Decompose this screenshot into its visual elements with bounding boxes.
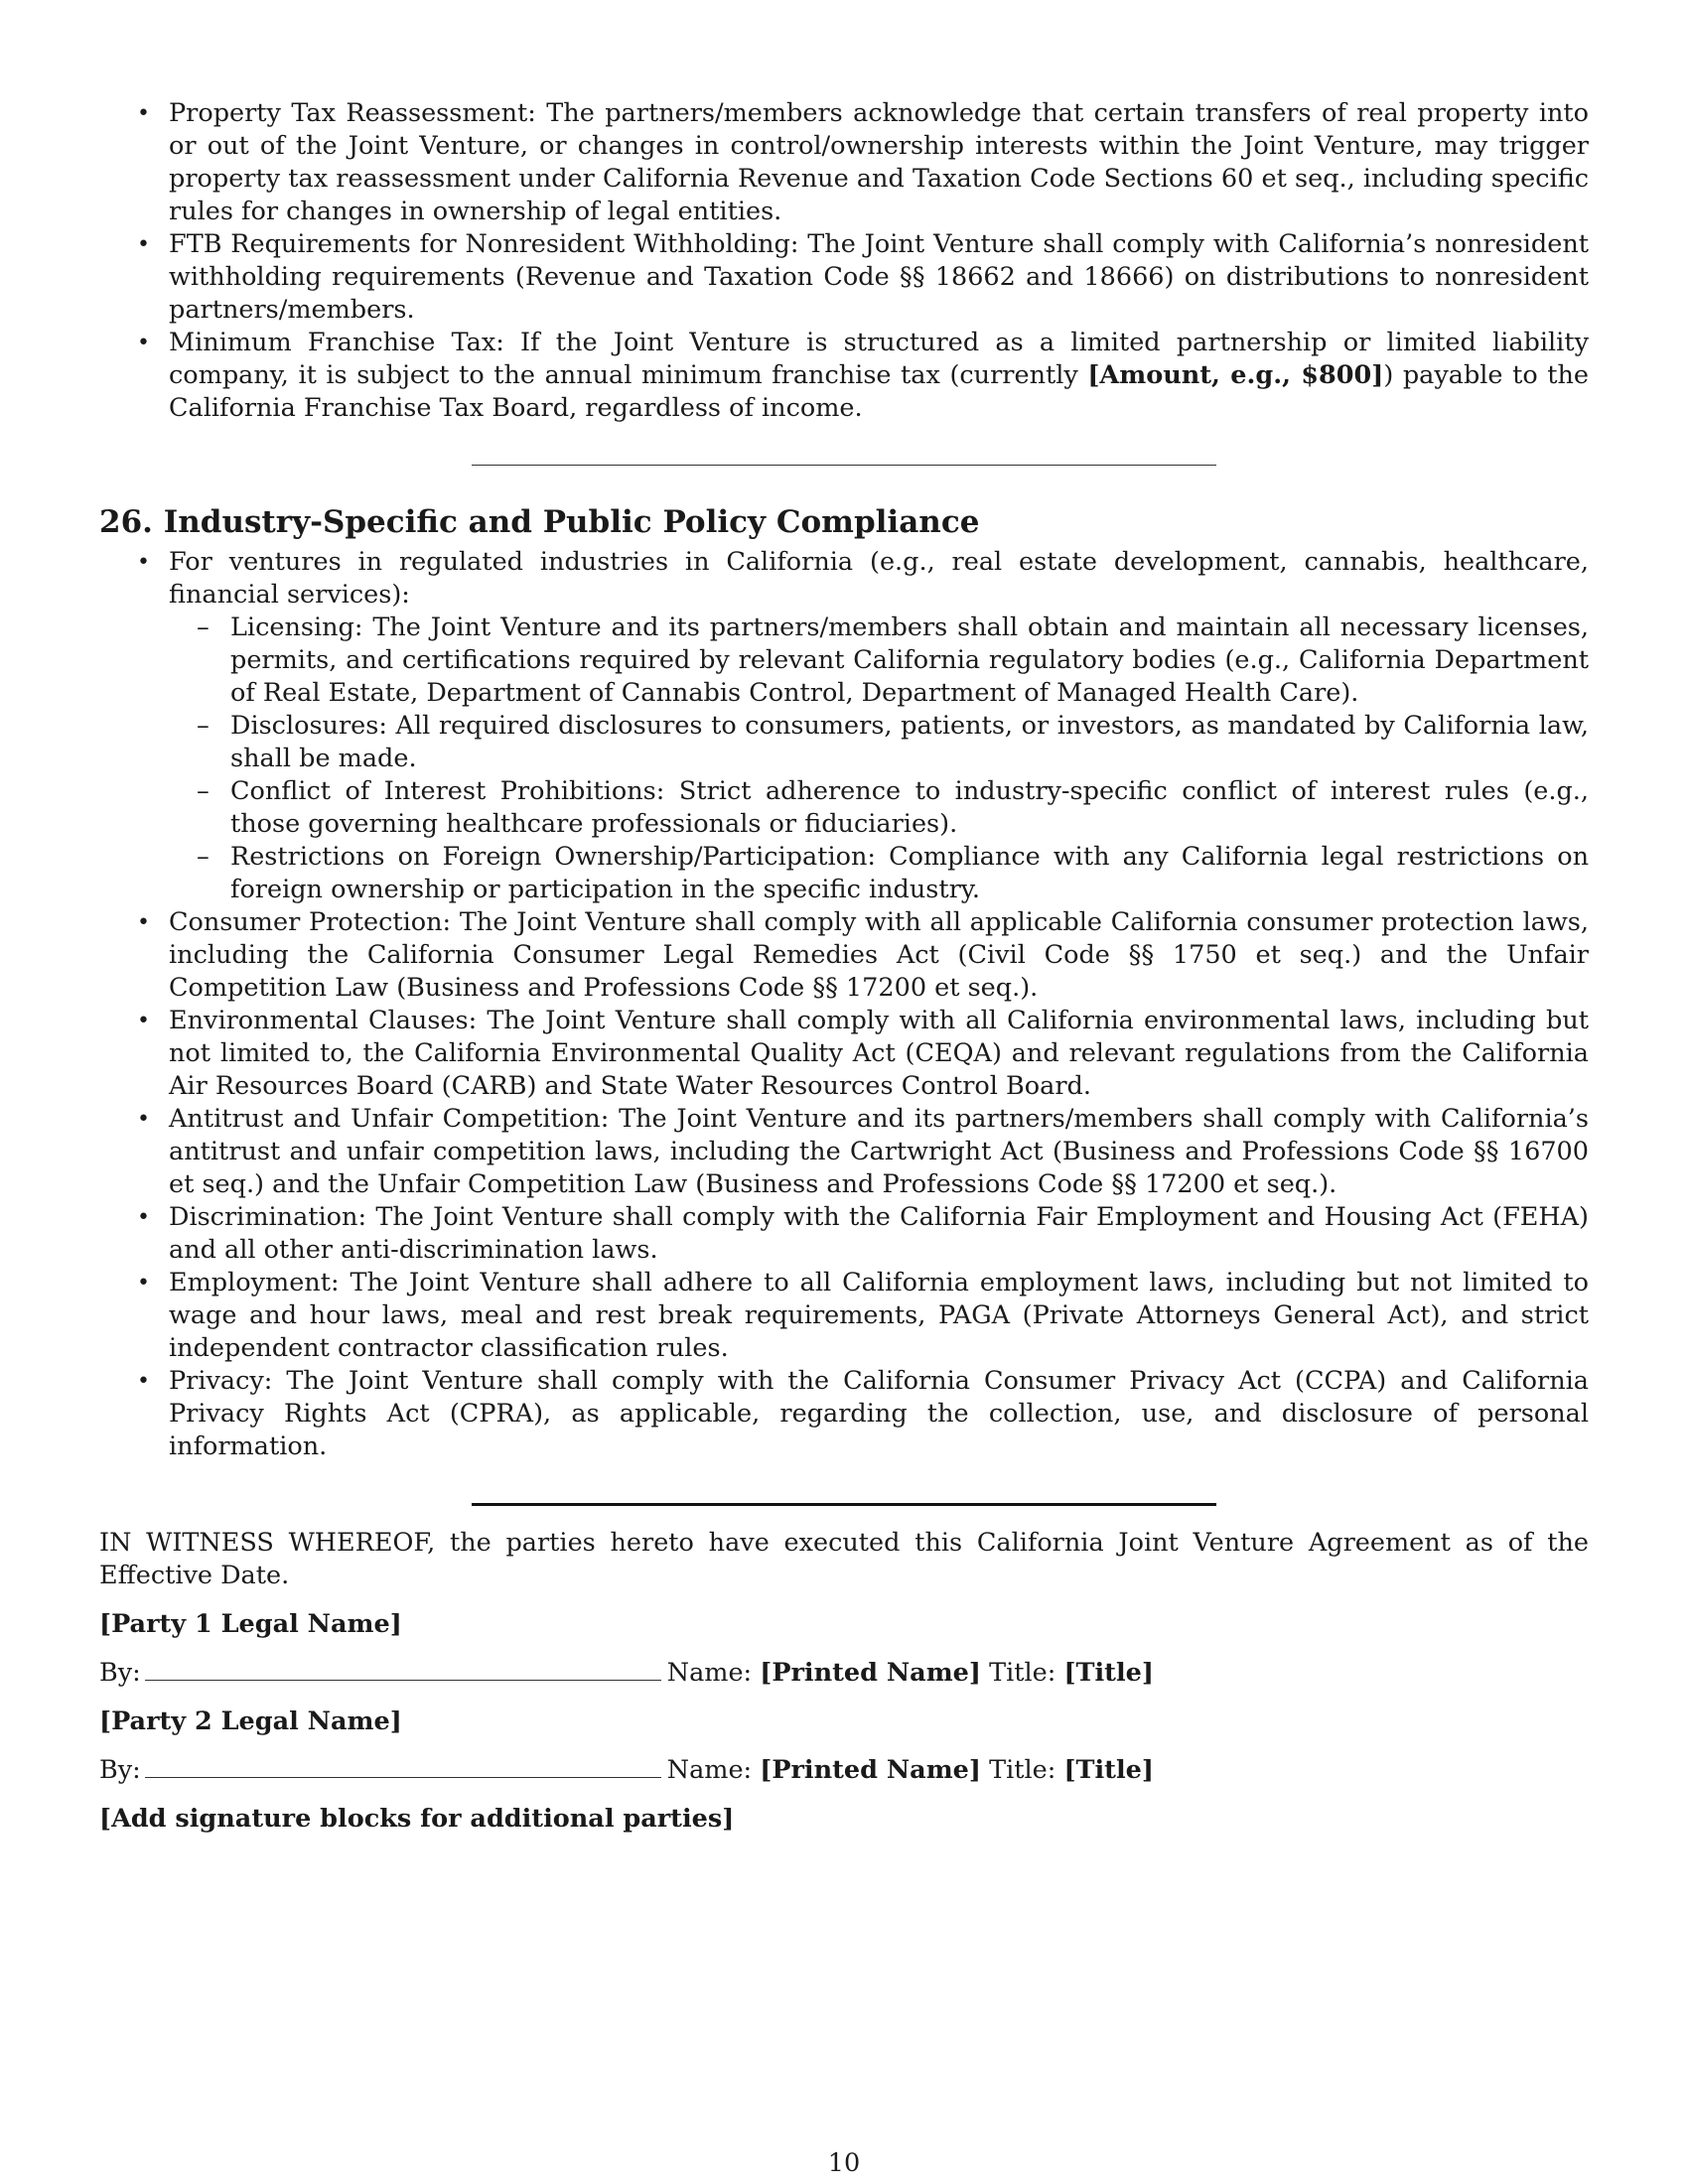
signature-line-1 <box>99 1657 1589 1690</box>
sub-item-text: Conflict of Interest Prohibitions: Strict adherence to industry-specific conflict of interest rules (e.g., those governing healthcare professionals or fiduciaries). <box>230 776 1589 839</box>
bullet-text: Employment: The Joint Venture shall adhere to all California employment laws, including but not limited to wage and hour laws, meal and rest break requirements, PAGA (Private Attorneys General Act), and strict independent contractor classification rules. <box>169 1268 1589 1363</box>
signature-field[interactable] <box>145 1658 661 1681</box>
name-label: Name: <box>666 1658 753 1688</box>
list-item <box>99 546 1589 906</box>
list-item <box>99 1267 1589 1365</box>
name-label: Name: <box>666 1755 753 1785</box>
signature-field[interactable] <box>145 1755 661 1778</box>
sub-list-item <box>169 775 1589 841</box>
section-heading: 26. Industry-Specific and Public Policy Compliance <box>99 504 980 540</box>
party-1-name-text: [Party 1 Legal Name] <box>99 1609 402 1639</box>
bullet-text: Privacy: The Joint Venture shall comply with the California Consumer Privacy Act (CCPA) and California Privacy Rights Act (CPRA), as applicable, regarding the collection, use, and disclosure of personal information. <box>169 1366 1589 1461</box>
list-item <box>99 327 1589 425</box>
list-item <box>99 1201 1589 1267</box>
list-item <box>99 1365 1589 1463</box>
additional-signatures-text: [Add signature blocks for additional parties] <box>99 1804 735 1834</box>
sub-list-item <box>169 612 1589 710</box>
sub-item-text: Restrictions on Foreign Ownership/Participation: Compliance with any California legal restrictions on foreign ownership or participation in the specific industry. <box>230 842 1589 904</box>
party-2-name <box>99 1706 1589 1738</box>
page-number: 10 <box>827 2148 861 2178</box>
amount-placeholder: [Amount, e.g., $800] <box>1087 360 1384 390</box>
bullet-text: Environmental Clauses: The Joint Venture shall comply with all California environmental laws, including but not limited to, the California Environmental Quality Act (CEQA) and relevant regulations from the California Air Resources Board (CARB) and State Water Resources Control Board. <box>169 1006 1589 1101</box>
title-placeholder: [Title] <box>1063 1755 1154 1785</box>
party-2-name-text: [Party 2 Legal Name] <box>99 1706 402 1736</box>
bullet-text: FTB Requirements for Nonresident Withholding: The Joint Venture shall comply with California’s nonresident withholding requirements (Revenue and Taxation Code §§ 18662 and 18666) on distributions to nonresident partners/members. <box>169 229 1589 325</box>
by-label: By: <box>99 1658 141 1688</box>
signature-line-2 <box>99 1754 1589 1787</box>
list-item <box>99 1005 1589 1103</box>
title-label: Title: <box>989 1658 1056 1688</box>
bullet-text-pre: Minimum Franchise Tax: If the Joint Venture is structured as a limited partnership or limited liability company, it is subject to the annual minimum franchise tax (currently <box>169 328 1589 390</box>
sub-item-text: Disclosures: All required disclosures to consumers, patients, or investors, as mandated by California law, shall be made. <box>230 711 1589 773</box>
bullet-text: Property Tax Reassessment: The partners/members acknowledge that certain transfers of real property into or out of the Joint Venture, or changes in control/ownership interests within the Joint Venture, may trigger property tax reassessment under California Revenue and Taxation Code Sections 60 et seq., including specific rules for changes in ownership of legal entities. <box>169 98 1589 226</box>
list-item <box>99 1103 1589 1201</box>
list-item <box>99 97 1589 228</box>
document-page <box>99 97 1589 1836</box>
tax-bullet-list <box>99 97 1589 425</box>
sub-item-text: Licensing: The Joint Venture and its partners/members shall obtain and maintain all necessary licenses, permits, and certifications required by relevant California regulatory bodies (e.g., California Department of Real Estate, Department of Cannabis Control, Department of Managed Health Care). <box>230 613 1589 708</box>
bullet-text-post: ) payable to the California Franchise Tax Board, regardless of income. <box>169 360 1589 423</box>
sub-list-item <box>169 841 1589 906</box>
sub-list <box>169 612 1589 906</box>
list-item <box>99 228 1589 327</box>
bullet-text: Discrimination: The Joint Venture shall comply with the California Fair Employment and Housing Act (FEHA) and all other anti-discrimination laws. <box>169 1202 1589 1265</box>
section-divider <box>472 1503 1216 1506</box>
bullet-text: Antitrust and Unfair Competition: The Joint Venture and its partners/members shall comply with California’s antitrust and unfair competition laws, including the Cartwright Act (Business and Professions Code §§ 16700 et seq.) and the Unfair Competition Law (Business and Professions Code §§ 17200 et seq.). <box>169 1104 1589 1199</box>
bullet-text: For ventures in regulated industries in California (e.g., real estate development, cannabis, healthcare, financial services): <box>169 547 1589 610</box>
list-item <box>99 906 1589 1005</box>
printed-name-placeholder: [Printed Name] <box>760 1658 981 1688</box>
party-1-name <box>99 1608 1589 1641</box>
printed-name-placeholder: [Printed Name] <box>760 1755 981 1785</box>
witness-paragraph: IN WITNESS WHEREOF, the parties hereto have executed this California Joint Venture Agreement as of the Effective Date. <box>99 1528 1589 1590</box>
bullet-text: Consumer Protection: The Joint Venture shall comply with all applicable California consumer protection laws, including the California Consumer Legal Remedies Act (Civil Code §§ 1750 et seq.) and the Unfair Competition Law (Business and Professions Code §§ 17200 et seq.). <box>169 907 1589 1003</box>
by-label: By: <box>99 1755 141 1785</box>
title-label: Title: <box>989 1755 1056 1785</box>
additional-signatures-note <box>99 1803 1589 1836</box>
sub-list-item <box>169 710 1589 775</box>
title-placeholder: [Title] <box>1063 1658 1154 1688</box>
section-divider <box>472 465 1216 466</box>
compliance-bullet-list <box>99 546 1589 1463</box>
